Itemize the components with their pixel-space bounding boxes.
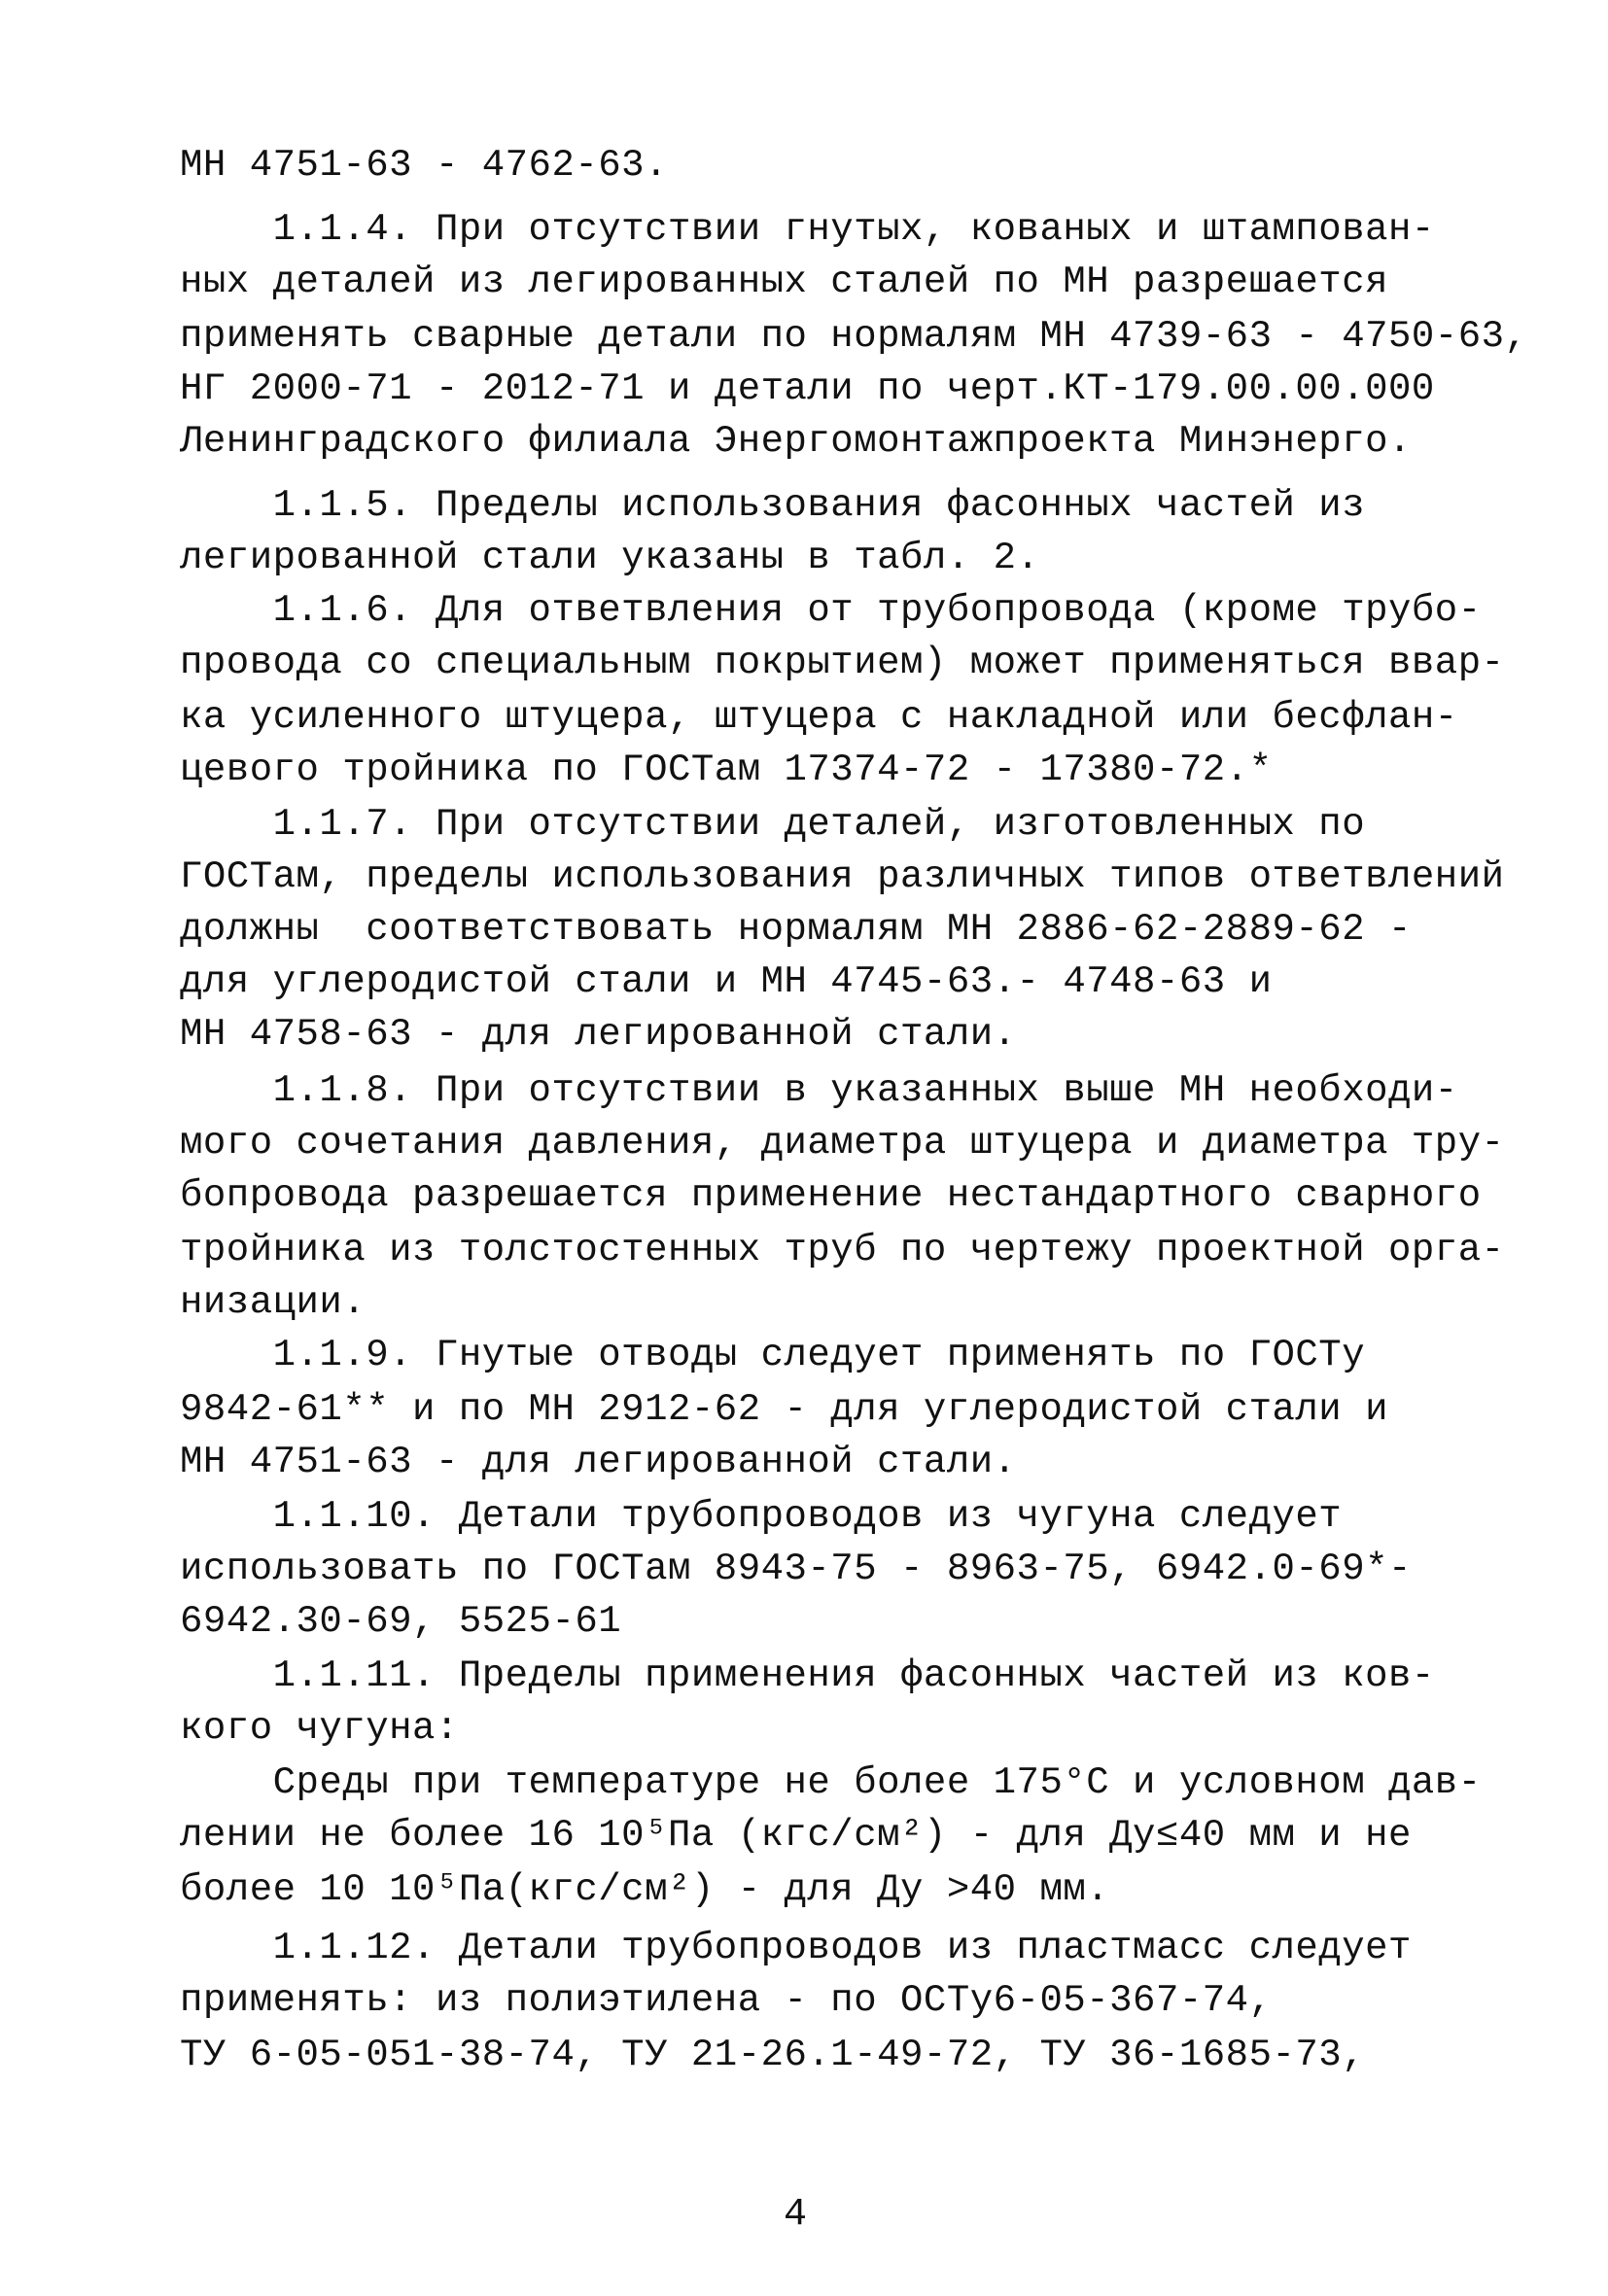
text-line: МН 4758-63 - для легированной стали. (180, 1013, 1017, 1056)
text-line: НГ 2000-71 - 2012-71 и детали по черт.КТ-179.00.00.000 (180, 367, 1435, 410)
text-line: низации. (180, 1281, 367, 1324)
text-line: 1.1.6. Для ответвления от трубопровода (кроме трубо- (180, 589, 1482, 632)
text-line: применять: из полиэтилена - по ОСТу6-05-367-74, (180, 1979, 1273, 2022)
text-line: применять сварные детали по нормалям МН 4739-63 - 4750-63, (180, 315, 1528, 358)
text-line: провода со специальным покрытием) может применяться ввар- (180, 642, 1505, 684)
text-line: МН 4751-63 - для легированной стали. (180, 1441, 1017, 1483)
text-line: ных деталей из легированных сталей по МН разрешается (180, 261, 1388, 303)
text-line: легированной стали указаны в табл. 2. (180, 537, 1040, 579)
text-line: 1.1.12. Детали трубопроводов из пластмасс следует (180, 1927, 1412, 1969)
text-line: бопровода разрешается применение нестандартного сварного (180, 1174, 1482, 1217)
text-line: 6942.30-69, 5525-61 (180, 1600, 622, 1643)
text-line: цевого тройника по ГОСТам 17374-72 - 17380-72.* (180, 748, 1273, 791)
text-line: ТУ 6-05-051-38-74, ТУ 21-26.1-49-72, ТУ 36-1685-73, (180, 2034, 1366, 2076)
text-line: ГОСТам, пределы использования различных типов ответвлений (180, 855, 1505, 898)
text-line: 1.1.9. Гнутые отводы следует применять по ГОСТу (180, 1334, 1366, 1376)
text-line: 1.1.8. При отсутствии в указанных выше МН необходи- (180, 1069, 1458, 1112)
text-line: Среды при температуре не более 175°С и условном дав- (180, 1761, 1482, 1804)
text-line: лении не более 16 10⁵Па (кгс/см²) - для Ду≤40 мм и не (180, 1814, 1412, 1857)
text-line: должны соответствовать нормалям МН 2886-62-2889-62 - (180, 908, 1412, 951)
text-line: 1.1.4. При отсутствии гнутых, кованых и штампован- (180, 208, 1435, 251)
text-line: использовать по ГОСТам 8943-75 - 8963-75, 6942.0-69*- (180, 1548, 1412, 1590)
text-line: мого сочетания давления, диаметра штуцера и диаметра тру- (180, 1122, 1505, 1165)
text-line: Ленинградского филиала Энергомонтажпроекта Минэнерго. (180, 420, 1412, 463)
text-line: 1.1.5. Пределы использования фасонных частей из (180, 484, 1366, 527)
text-line: МН 4751-63 - 4762-63. (180, 144, 668, 187)
text-line: более 10 10⁵Па(кгс/см²) - для Ду >40 мм. (180, 1868, 1110, 1911)
text-line: 1.1.11. Пределы применения фасонных частей из ков- (180, 1654, 1435, 1697)
text-line: для углеродистой стали и МН 4745-63.- 4748-63 и (180, 960, 1273, 1003)
text-line: ка усиленного штуцера, штуцера с накладной или бесфлан- (180, 696, 1458, 739)
text-line: 9842-61** и по МН 2912-62 - для углеродистой стали и (180, 1388, 1388, 1431)
text-line: 1.1.10. Детали трубопроводов из чугуна следует (180, 1495, 1343, 1538)
text-line: тройника из толстостенных труб по чертежу проектной орга- (180, 1229, 1505, 1271)
page-number: 4 (784, 2193, 808, 2237)
text-line: 1.1.7. При отсутствии деталей, изготовленных по (180, 803, 1366, 846)
text-line: кого чугуна: (180, 1707, 459, 1750)
